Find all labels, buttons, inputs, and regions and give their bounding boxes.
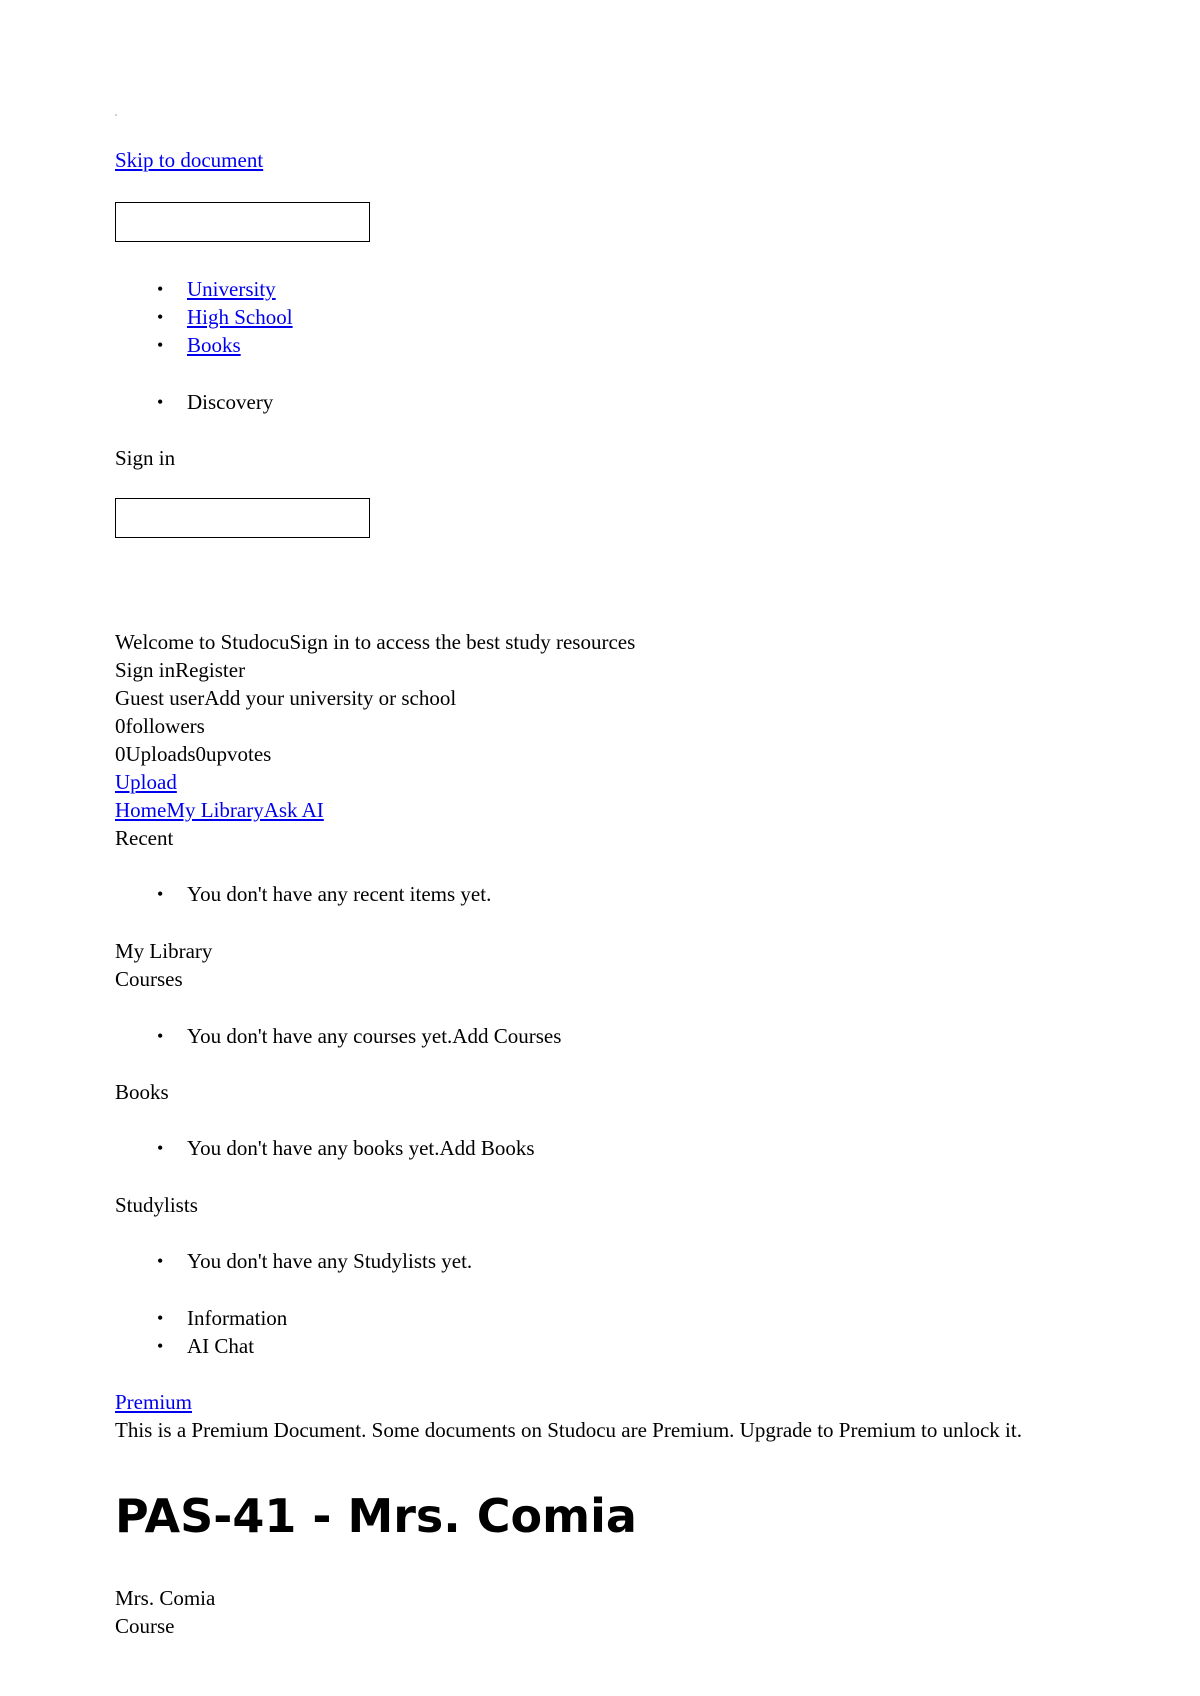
search-input-bottom[interactable]: [115, 498, 370, 538]
courses-empty-item[interactable]: • You don't have any courses yet.Add Courses: [115, 1022, 561, 1050]
nav-item-books: [115, 331, 293, 359]
sign-in-label[interactable]: Sign in: [115, 446, 176, 470]
premium-link[interactable]: Premium: [115, 1390, 192, 1414]
welcome-text: Welcome to StudocuSign in to access the best study resources: [115, 630, 636, 654]
courses-list: [115, 1022, 561, 1050]
document-author: Mrs. Comia: [115, 1586, 216, 1610]
nav-item-university: [115, 275, 293, 303]
document-tabs: [115, 1304, 287, 1360]
tab-ai-chat[interactable]: • AI Chat: [115, 1332, 287, 1360]
nav-link-high-school[interactable]: High School: [187, 305, 293, 329]
studylists-list: [115, 1247, 472, 1275]
recent-empty-item: • You don't have any recent items yet.: [115, 880, 491, 908]
nav-link-university[interactable]: University: [187, 277, 276, 301]
recent-heading: Recent: [115, 826, 174, 850]
tab-information[interactable]: • Information: [115, 1304, 287, 1332]
premium-notice: This is a Premium Document. Some documents on Studocu are Premium. Upgrade to Premium to unlock it.: [115, 1418, 1022, 1442]
discovery-item[interactable]: • Discovery: [115, 388, 273, 416]
uploads-upvotes-stats: 0Uploads0upvotes: [115, 742, 272, 766]
nav-link-books[interactable]: Books: [187, 333, 241, 357]
recent-list: [115, 880, 491, 908]
document-title: PAS-41 - Mrs. Comia: [115, 1489, 637, 1543]
skip-to-document-link[interactable]: Skip to document: [115, 148, 264, 172]
logo-placeholder: [115, 114, 117, 116]
books-empty-item[interactable]: • You don't have any books yet.Add Books: [115, 1134, 535, 1162]
guest-user-text: Guest userAdd your university or school: [115, 686, 457, 710]
document-course-label: Course: [115, 1614, 175, 1638]
followers-count: 0followers: [115, 714, 205, 738]
main-nav: [115, 275, 293, 359]
books-list: [115, 1134, 535, 1162]
studylists-empty-item: • You don't have any Studylists yet.: [115, 1247, 472, 1275]
upload-link[interactable]: Upload: [115, 770, 177, 794]
courses-heading: Courses: [115, 967, 183, 991]
my-library-heading: My Library: [115, 939, 213, 963]
nav-item-high-school: [115, 303, 293, 331]
books-heading: Books: [115, 1080, 169, 1104]
discovery-menu: [115, 388, 273, 416]
home-library-ai-links[interactable]: HomeMy LibraryAsk AI: [115, 798, 324, 822]
auth-links[interactable]: Sign inRegister: [115, 658, 246, 682]
studylists-heading: Studylists: [115, 1193, 198, 1217]
search-input-top[interactable]: [115, 202, 370, 242]
